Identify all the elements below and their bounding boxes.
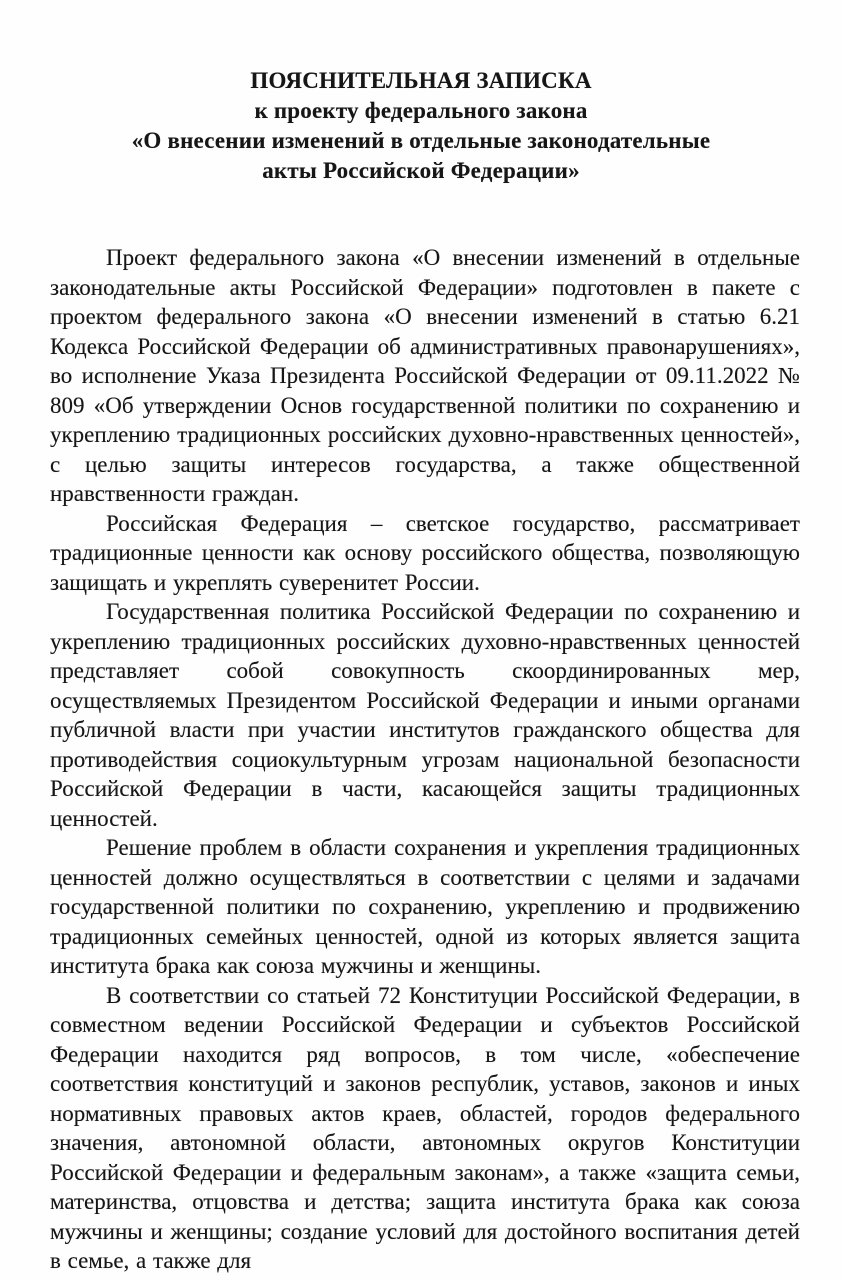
document-title-block — [0, 0, 842, 186]
paragraph-5: В соответствии со статьей 72 Конституции Российской Федерации, в совместном ведении Российской Федерации и субъектов Российской Федерации находится ряд вопросов, в том числе, «обеспечение соответствия конституций и законов республик, уставов, законов и иных нормативных правовых актов краев, областей, городов федерального значения, автономной области, автономных округов Конституции Российской Федерации и федеральным законам», а также «защита семьи, материнства, отцовства и детства; защита института брака как союза мужчины и женщины; создание условий для достойного воспитания детей в семье, а также для — [50, 982, 800, 1273]
title-line-2: к проекту федерального закона — [254, 98, 588, 123]
document-body — [0, 243, 842, 1276]
title-line-1: ПОЯСНИТЕЛЬНАЯ ЗАПИСКА — [250, 68, 592, 93]
title-line-3: «О внесении изменений в отдельные законодательные — [131, 128, 711, 153]
title-line-4: акты Российской Федерации» — [262, 158, 580, 183]
paragraph-3: Государственная политика Российской Федерации по сохранению и укреплению традиционных российских духовно-нравственных ценностей представляет собой совокупность скоординированных мер, осуществляемых Президентом Российской Федерации и иными органами публичной власти при участии институтов гражданского общества для противодействия социокультурным угрозам национальной безопасности Российской Федерации в части, касающейся защиты традиционных ценностей. — [50, 599, 800, 831]
paragraph-4: Решение проблем в области сохранения и укрепления традиционных ценностей должно осуществляться в соответствии с целями и задачами государственной политики по сохранению, укреплению и продвижению традиционных семейных ценностей, одной из которых является защита института брака как союза мужчины и женщины. — [50, 835, 800, 978]
paragraph-2: Российская Федерация – светское государство, рассматривает традиционные ценности как основу российского общества, позволяющую защищать и укреплять суверенитет России. — [50, 510, 800, 595]
paragraph-1: Проект федерального закона «О внесении изменений в отдельные законодательные акты Российской Федерации» подготовлен в пакете с проектом федерального закона «О внесении изменений в статью 6.21 Кодекса Российской Федерации об административных правонарушениях», во исполнение Указа Президента Российской Федерации от 09.11.2022 № 809 «Об утверждении Основ государственной политики по сохранению и укреплению традиционных российских духовно-нравственных ценностей», с целью защиты интересов государства, а также общественной нравственности граждан. — [50, 245, 800, 506]
